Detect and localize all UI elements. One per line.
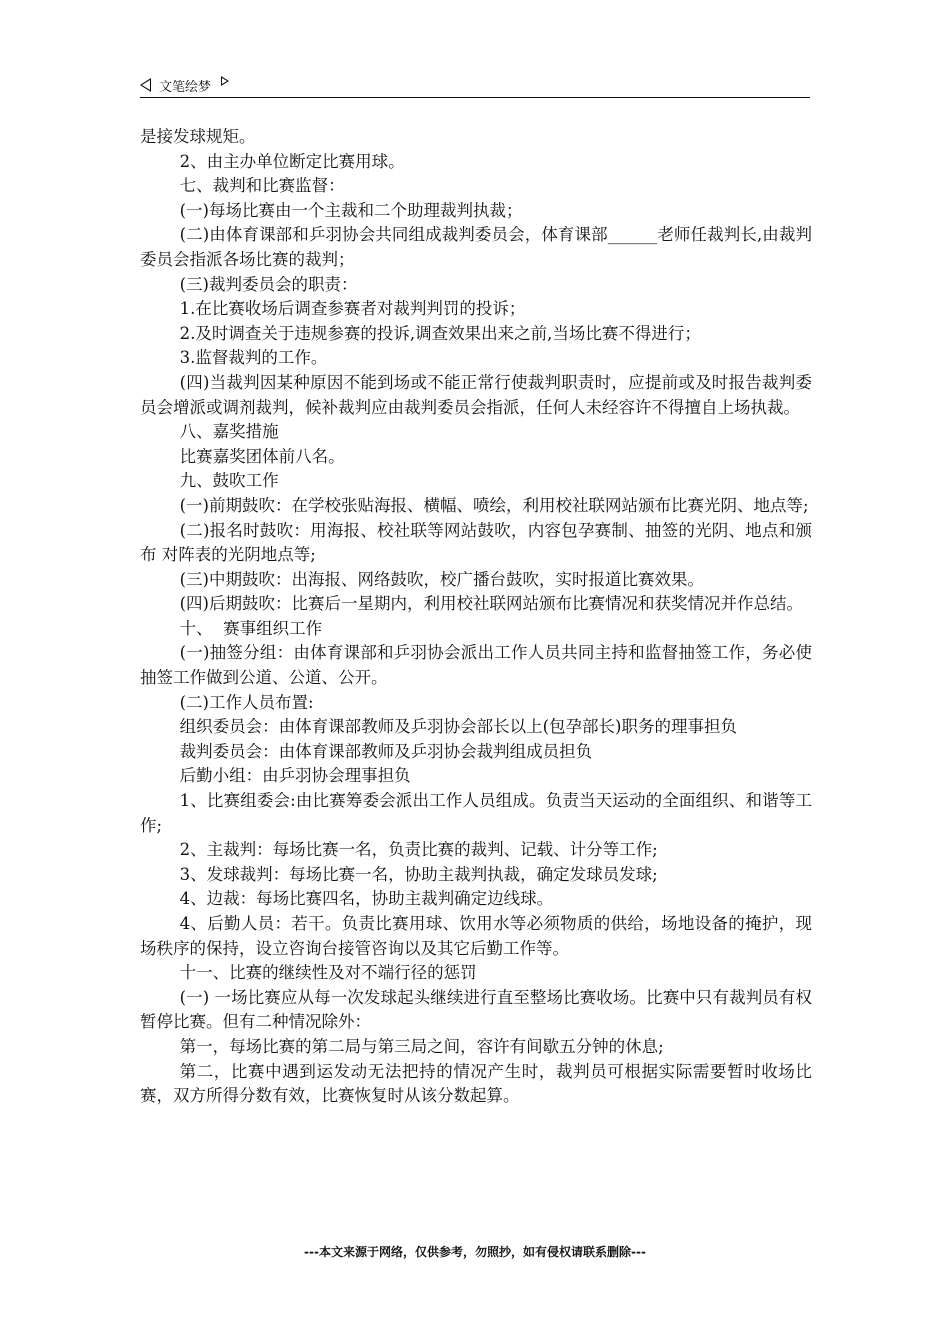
paragraph: 七、裁判和比赛监督： [179,176,345,196]
paragraph: (二)报名时鼓吹：用海报、校社联等网站鼓吹，内容包孕赛制、抽签的光阴、地点和颁布 对阵表的光阴地点等; [140,520,812,565]
paragraph: 八、嘉奖措施 [179,422,279,442]
paragraph: (一)抽签分组：由体育课部和乒羽协会派出工作人员共同主持和监督抽签工作，务必使 抽签工作做到公道、公道、公开。 [140,643,818,688]
paragraph: 2、由主办单位断定比赛用球。 [179,151,405,171]
paragraph: 第一，每场比赛的第二局与第三局之间，容许有间歇五分钟的休息; [179,1036,664,1056]
paragraph: 十、 赛事组织工作 [179,618,323,638]
paragraph: (二)由体育课部和乒羽协会共同组成裁判委员会，体育课部______老师任裁判长,由裁判委员会指派各场比赛的裁判； [140,225,812,269]
paragraph: 裁判委员会：由体育课部教师及乒羽协会裁判组成员担负 [179,741,593,761]
triangle-left-icon [140,78,151,92]
paragraph: 组织委员会：由体育课部教师及乒羽协会部长以上(包孕部长)职务的理事担负 [179,717,737,737]
page-header [140,74,810,98]
paragraph: 3.监督裁判的工作。 [179,348,328,368]
paragraph: 4、边裁：每场比赛四名，协助主裁判确定边线球。 [179,889,554,909]
paragraph: 是接发球规矩。 [140,127,256,146]
paragraph: 九、鼓吹工作 [179,471,279,491]
paragraph: 2、主裁判：每场比赛一名，负责比赛的裁判、记载、计分等工作; [179,840,658,860]
paragraph: 3、发球裁判：每场比赛一名，协助主裁判执裁，确定发球员发球; [179,864,658,884]
paragraph: 十一、比赛的继续性及对不端行径的惩罚 [179,963,477,983]
paragraph: (一)每场比赛由一个主裁和二个助理裁判执裁； [179,200,523,220]
paragraph: (四)后期鼓吹：比赛后一星期内，利用校社联网站颁布比赛情况和获奖情况并作总结。 [179,594,803,614]
paragraph: (三)裁判委员会的职责： [179,274,358,294]
paragraph: 2.及时调查关于违规参赛的投诉,调查效果出来之前,当场比赛不得进行； [179,323,701,343]
paragraph: (一) 一场比赛应从每一次发球起头继续进行直至整场比赛收场。比赛中只有裁判员有权暂停比赛。但有二种情况除外： [140,987,812,1032]
paragraph: 4、后勤人员：若干。负责比赛用球、饮用水等必须物质的供给，场地设备的掩护，现场秩序的保持，设立咨询台接管咨询以及其它后勤工作等。 [140,914,812,958]
paragraph: (四)当裁判因某种原因不能到场或不能正常行使裁判职责时，应提前或及时报告裁判委员会增派或调剂裁判，候补裁判应由裁判委员会指派，任何人未经容许不得擅自上场执裁。 [140,372,812,417]
triangle-right-icon [221,76,229,86]
page-footer: ---本文来源于网络，仅供参考，勿照抄，如有侵权请联系删除--- [304,1245,646,1259]
paragraph: 第二，比赛中遇到运发动无法把持的情况产生时，裁判员可根据实际需要暂时收场比赛，双方所得分数有效，比赛恢复时从该分数起算。 [140,1061,812,1106]
paragraph: (二)工作人员布置: [179,692,314,712]
header-title: 文笔绘梦 [159,79,212,95]
paragraph: (三)中期鼓吹：出海报、网络鼓吹，校广播台鼓吹，实时报道比赛效果。 [179,569,704,589]
paragraph: 比赛嘉奖团体前八名。 [179,446,345,466]
header-logo [140,74,229,96]
paragraph: (一)前期鼓吹：在学校张贴海报、横幅、喷绘，利用校社联网站颁布比赛光阴、地点等; [179,495,809,515]
paragraph: 1、比赛组委会:由比赛筹委会派出工作人员组成。负责当天运动的全面组织、和谐等工作; [140,791,812,835]
paragraph: 1.在比赛收场后调查参赛者对裁判判罚的投诉； [179,299,526,319]
header-rule [140,97,810,98]
document-body [140,125,818,1109]
paragraph: 后勤小组：由乒羽协会理事担负 [179,766,411,786]
